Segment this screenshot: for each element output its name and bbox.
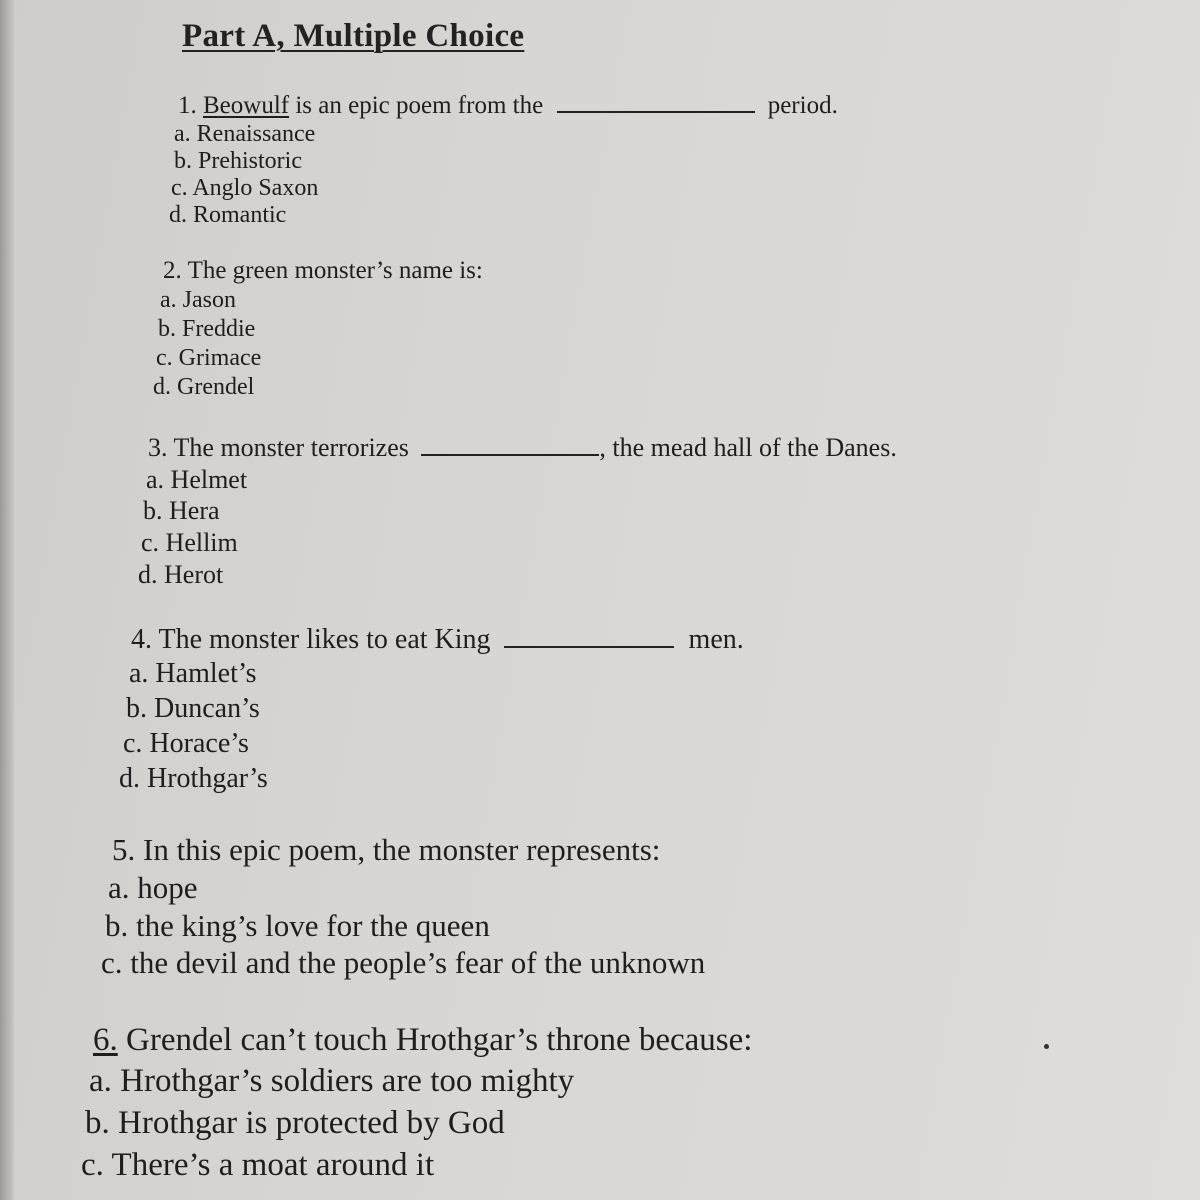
option-3c[interactable]: c. Hellim <box>141 528 238 557</box>
option-5a[interactable]: a. hope <box>108 870 198 905</box>
ink-speck <box>1044 1044 1049 1049</box>
option-1d[interactable]: d. Romantic <box>169 202 287 228</box>
question-text-end: men. <box>688 624 744 655</box>
question-number: 6. <box>93 1022 118 1058</box>
option-3a[interactable]: a. Helmet <box>146 465 248 494</box>
question-text: The monster terrorizes <box>173 433 409 462</box>
question-number: 2. <box>163 257 182 284</box>
question-4 <box>131 624 744 656</box>
question-3 <box>148 433 897 463</box>
question-1 <box>178 92 838 120</box>
answer-blank[interactable] <box>421 453 599 456</box>
answer-blank[interactable] <box>504 645 674 648</box>
option-2b[interactable]: b. Freddie <box>158 316 256 342</box>
option-2c[interactable]: c. Grimace <box>156 345 262 371</box>
question-number: 5. <box>112 832 136 867</box>
option-2a[interactable]: a. Jason <box>160 287 236 313</box>
question-2 <box>163 257 483 285</box>
question-6 <box>93 1022 752 1059</box>
section-title: Part A, Multiple Choice <box>182 18 525 54</box>
answer-blank[interactable] <box>557 110 755 113</box>
option-3d[interactable]: d. Herot <box>138 560 224 589</box>
question-number: 4. <box>131 624 152 655</box>
question-text: In this epic poem, the monster represents: <box>143 832 661 867</box>
option-2d[interactable]: d. Grendel <box>153 374 255 400</box>
option-6b[interactable]: b. Hrothgar is protected by God <box>85 1105 505 1141</box>
option-1c[interactable]: c. Anglo Saxon <box>171 175 319 201</box>
option-5b[interactable]: b. the king’s love for the queen <box>105 908 490 943</box>
question-text: The monster likes to eat King <box>158 624 491 655</box>
option-1a[interactable]: a. Renaissance <box>174 121 316 147</box>
question-number: 1. <box>178 92 197 119</box>
option-6a[interactable]: a. Hrothgar’s soldiers are too mighty <box>89 1063 575 1099</box>
option-1b[interactable]: b. Prehistoric <box>174 148 302 174</box>
option-3b[interactable]: b. Hera <box>143 496 220 525</box>
question-text: Grendel can’t touch Hrothgar’s throne because: <box>126 1022 753 1058</box>
option-4d[interactable]: d. Hrothgar’s <box>119 763 268 794</box>
question-text-end: , the mead hall of the Danes. <box>599 433 897 462</box>
question-text: is an epic poem from the <box>295 92 544 119</box>
question-text: The green monster’s name is: <box>187 257 483 284</box>
option-4b[interactable]: b. Duncan’s <box>126 693 260 724</box>
option-6c[interactable]: c. There’s a moat around it <box>81 1147 435 1183</box>
question-5 <box>112 832 660 868</box>
option-4a[interactable]: a. Hamlet’s <box>129 658 257 689</box>
option-4c[interactable]: c. Horace’s <box>123 728 249 759</box>
question-text-end: period. <box>767 92 838 119</box>
option-5c[interactable]: c. the devil and the people’s fear of the unknown <box>101 945 706 980</box>
poem-title: Beowulf <box>203 92 290 119</box>
page-edge-shadow <box>0 0 14 1200</box>
question-number: 3. <box>148 433 168 462</box>
